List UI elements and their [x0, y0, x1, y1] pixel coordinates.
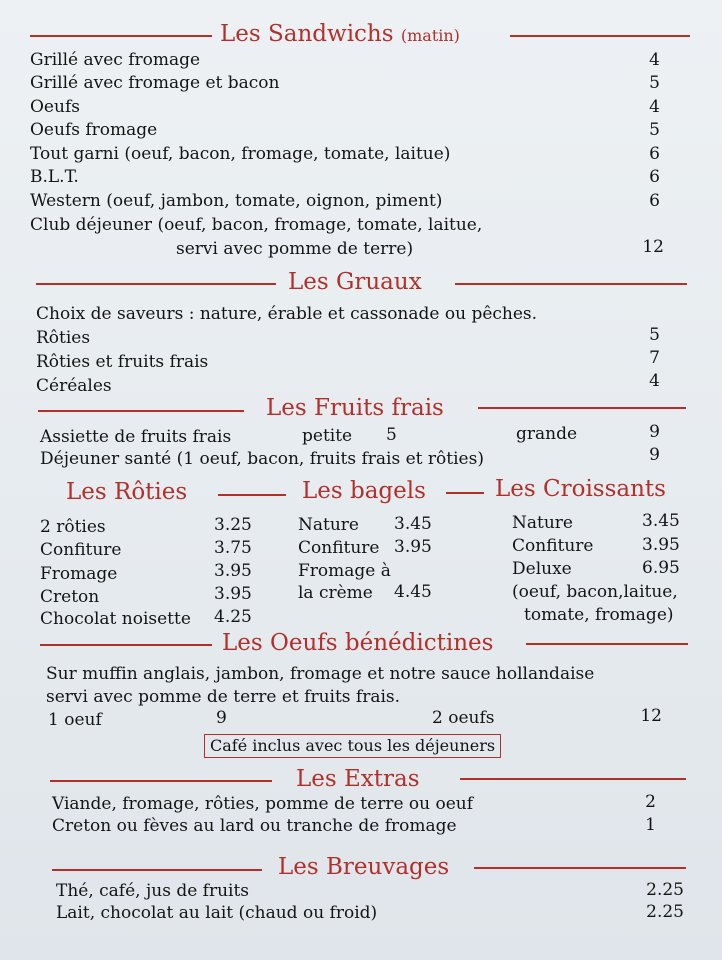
sante-name: Déjeuner santé (1 oeuf, bacon, fruits frais et rôties) — [40, 449, 484, 469]
menu-item-price: 5 — [649, 73, 660, 93]
menu-item-price: 6 — [649, 167, 660, 187]
menu-item-name-cont: la crème — [298, 583, 373, 603]
menu-item-name: Oeufs — [30, 97, 80, 117]
section-rule — [460, 778, 686, 780]
fruit-plate-small-price: 5 — [386, 425, 397, 445]
benedictines-two-price: 12 — [640, 706, 662, 726]
menu-item-price: 3.25 — [214, 515, 252, 535]
menu-item-price: 3.95 — [642, 535, 680, 555]
sandwichs-title: Les Sandwichs — [220, 21, 394, 47]
section-rule — [52, 869, 262, 871]
menu-item-price: 2.25 — [646, 902, 684, 922]
section-title-fruits: Les Fruits frais — [266, 395, 444, 421]
section-title-gruaux: Les Gruaux — [288, 269, 422, 295]
menu-item-name: Thé, café, jus de fruits — [56, 881, 250, 901]
section-title-bagels: Les bagels — [302, 478, 426, 504]
menu-item-price: 6 — [649, 144, 660, 164]
fruit-plate-large-price: 9 — [649, 422, 660, 442]
section-rule — [526, 643, 688, 645]
section-title-benedictines: Les Oeufs bénédictines — [222, 630, 494, 656]
fruit-plate-large-label: grande — [516, 424, 578, 444]
sandwichs-subtitle: (matin) — [400, 26, 460, 45]
deluxe-note: tomate, fromage) — [524, 605, 674, 625]
section-title-breuvages: Les Breuvages — [278, 854, 450, 880]
menu-item-name-cont: servi avec pomme de terre) — [176, 239, 414, 259]
menu-item-price: 3.45 — [642, 511, 680, 531]
menu-item-price: 2.25 — [646, 880, 684, 900]
menu-item-price: 4.45 — [394, 582, 432, 602]
section-rule — [218, 494, 286, 496]
menu-item-price: 3.75 — [214, 538, 252, 558]
deluxe-note: (oeuf, bacon,laitue, — [512, 582, 678, 602]
menu-item-name: Confiture — [298, 538, 380, 558]
menu-item-name: Nature — [298, 515, 359, 535]
menu-item-name: Deluxe — [512, 559, 572, 579]
benedictines-one-price: 9 — [216, 708, 227, 728]
benedictines-two-label: 2 oeufs — [432, 708, 495, 728]
section-rule — [455, 283, 687, 285]
sante-price: 9 — [649, 445, 660, 465]
gruaux-note: Choix de saveurs : nature, érable et cassonade ou pêches. — [36, 304, 538, 324]
menu-item-name: Oeufs fromage — [30, 120, 158, 140]
menu-item-name: Grillé avec fromage — [30, 50, 201, 70]
benedictines-one-label: 1 oeuf — [48, 710, 102, 730]
menu-item-name: Confiture — [40, 540, 122, 560]
section-title-roties: Les Rôties — [66, 479, 188, 505]
menu-item-price: 1 — [645, 815, 656, 835]
fruit-plate-small-label: petite — [302, 426, 353, 446]
menu-item-price: 4 — [649, 371, 660, 391]
menu-item-price: 3.95 — [214, 584, 252, 604]
menu-item-name: Fromage — [40, 564, 118, 584]
menu-item-price: 5 — [649, 325, 660, 345]
menu-item-name: Lait, chocolat au lait (chaud ou froid) — [56, 903, 378, 923]
section-rule — [478, 407, 686, 409]
cafe-note: Café inclus avec tous les déjeuners — [204, 734, 501, 758]
menu-item-name: 2 rôties — [40, 517, 106, 537]
section-rule — [474, 867, 686, 869]
section-rule — [36, 283, 276, 285]
menu-item-price: 4 — [649, 97, 660, 117]
menu-item-name: Rôties — [36, 328, 91, 348]
menu-item-name: Grillé avec fromage et bacon — [30, 73, 280, 93]
benedictines-desc: servi avec pomme de terre et fruits frais. — [46, 687, 401, 707]
menu-item-name: Confiture — [512, 536, 594, 556]
menu-item-name: Céréales — [36, 376, 112, 396]
menu-item-name: Rôties et fruits frais — [36, 352, 209, 372]
section-rule — [38, 410, 244, 412]
menu-item-price: 4.25 — [214, 607, 252, 627]
menu-item-name: Tout garni (oeuf, bacon, fromage, tomate, laitue) — [30, 144, 451, 164]
menu-item-name: Western (oeuf, jambon, tomate, oignon, piment) — [30, 191, 443, 211]
section-title-sandwichs — [220, 20, 460, 50]
menu-item-price: 5 — [649, 120, 660, 140]
section-rule — [40, 644, 212, 646]
menu-item-name: Creton — [40, 587, 100, 607]
menu-item-name: Club déjeuner (oeuf, bacon, fromage, tomate, laitue, — [30, 215, 483, 235]
menu-item-price: 6 — [649, 191, 660, 211]
section-rule — [446, 492, 484, 494]
menu-item-name: Creton ou fèves au lard ou tranche de fromage — [52, 816, 457, 836]
menu-item-price: 7 — [649, 348, 660, 368]
menu-item-name: Viande, fromage, rôties, pomme de terre ou oeuf — [52, 794, 474, 814]
menu-item-price: 2 — [645, 792, 656, 812]
menu-item-name: B.L.T. — [30, 167, 79, 187]
section-rule — [50, 780, 272, 782]
menu-item-name: Fromage à — [298, 561, 391, 581]
section-rule — [30, 35, 212, 37]
fruit-plate-name: Assiette de fruits frais — [40, 427, 232, 447]
menu-item-price: 4 — [649, 50, 660, 70]
benedictines-desc: Sur muffin anglais, jambon, fromage et notre sauce hollandaise — [46, 664, 595, 684]
section-title-extras: Les Extras — [296, 766, 420, 792]
section-rule — [510, 35, 690, 37]
menu-item-name: Nature — [512, 513, 573, 533]
menu-item-price: 12 — [642, 237, 664, 257]
menu-item-price: 3.95 — [394, 537, 432, 557]
section-title-croissants: Les Croissants — [495, 476, 666, 502]
menu-item-price: 3.45 — [394, 514, 432, 534]
menu-item-price: 3.95 — [214, 561, 252, 581]
menu-item-price: 6.95 — [642, 558, 680, 578]
menu-item-name: Chocolat noisette — [40, 609, 191, 629]
